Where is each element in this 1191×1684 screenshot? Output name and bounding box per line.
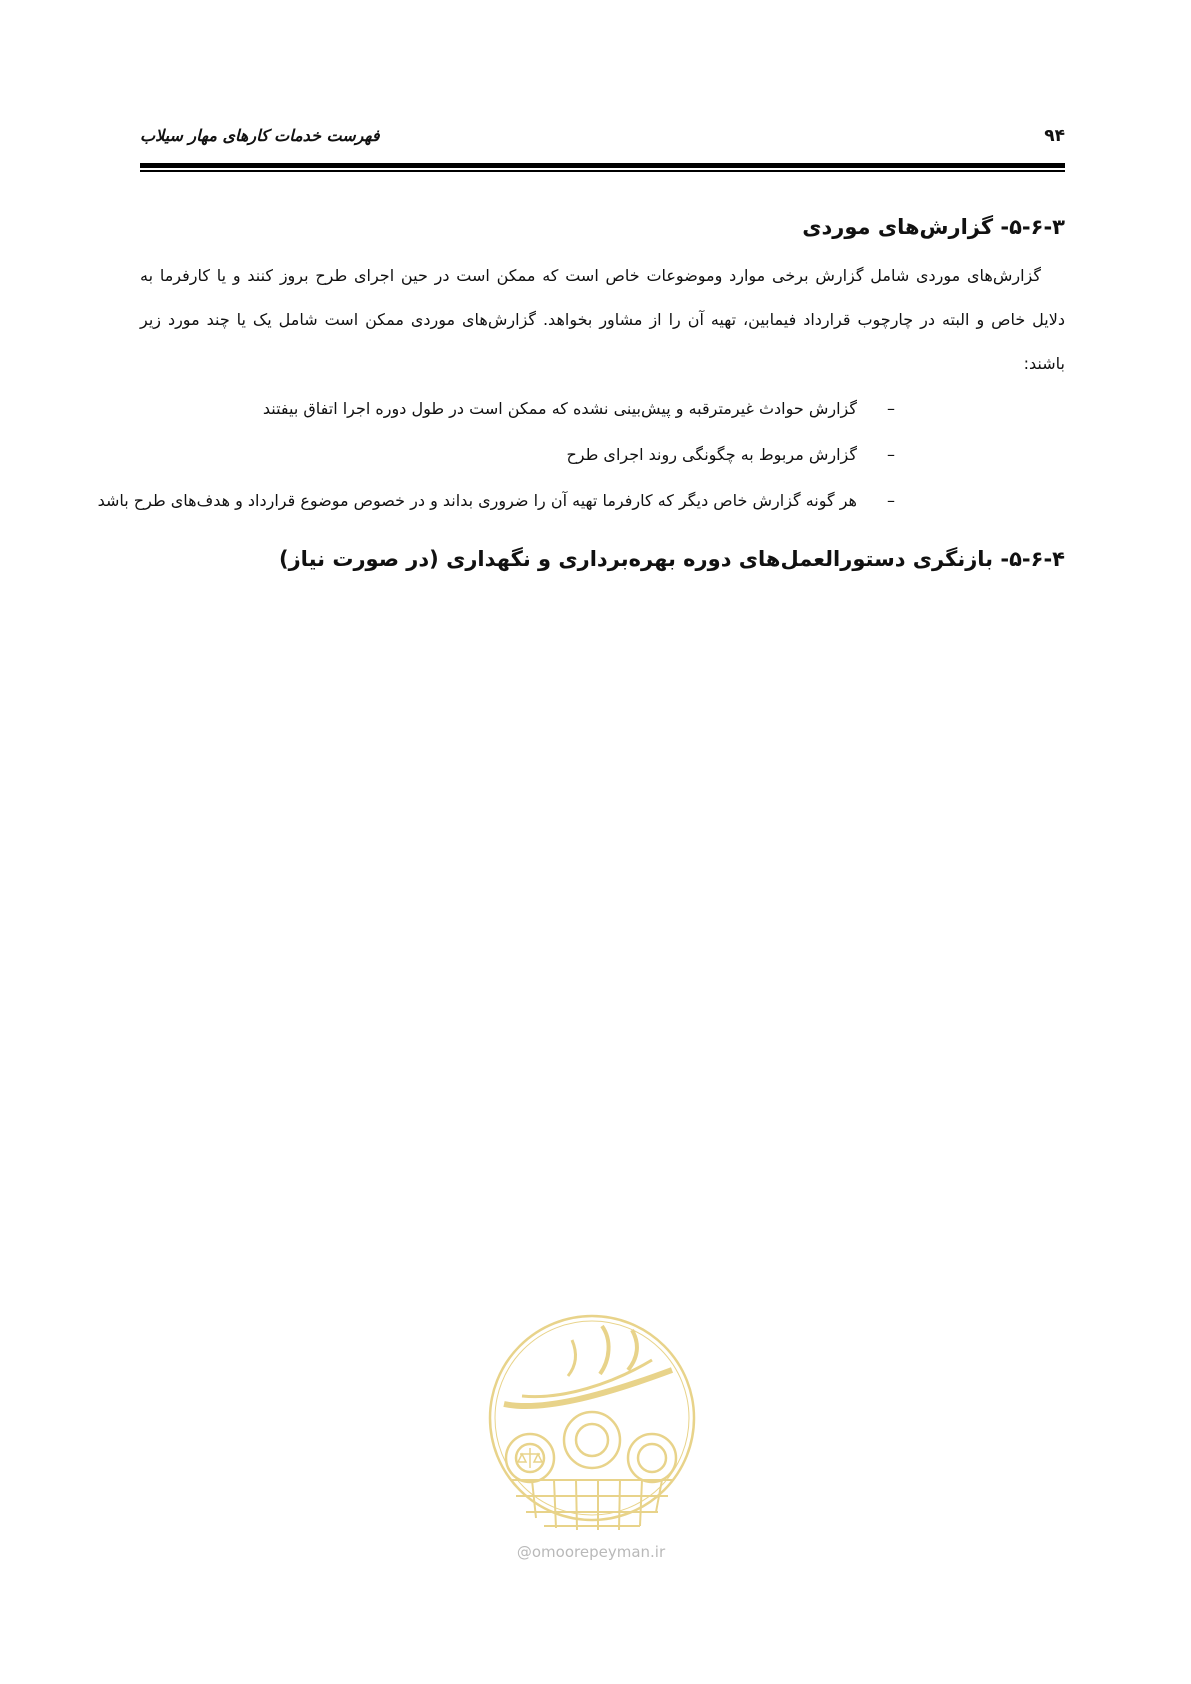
list-item-text: هر گونه گزارش خاص دیگر که کارفرما تهیه آن را ضروری بداند و در خصوص موضوع قرارداد و هدف‌های طرح باشد [97, 491, 857, 510]
running-header [140, 126, 1065, 156]
watermark-url: @omoorepeyman.ir [516, 1543, 666, 1561]
list-item-text: گزارش حوادث غیرمترقبه و پیش‌بینی نشده که ممکن است در طول دوره اجرا اتفاق بیفتند [262, 399, 857, 418]
section-paragraph: گزارش‌های موردی شامل گزارش برخی موارد وموضوعات خاص است که ممکن است در حین اجرای طرح بروز کنند و یا کارفرما به دلایل خاص و البته در چارچوب قرارداد فیمابین، تهیه آن را از مشاور بخواهد. گزارش‌های موردی ممکن است شامل یک یا چند مورد زیر باشند: [140, 266, 1065, 373]
watermark-logo-icon [482, 1300, 702, 1550]
bullet-dash: – [887, 491, 895, 510]
list-item-text: گزارش مربوط به چگونگی روند اجرای طرح [566, 445, 857, 464]
bullet-dash: – [887, 399, 895, 418]
main-content [97, 210, 1065, 576]
header-rule-thin [140, 170, 1065, 172]
section-heading-5-6-3: ۵-۶-۳- گزارش‌های موردی [802, 215, 1065, 239]
page-number: ۹۴ [1044, 126, 1065, 146]
header-rule-thick [140, 163, 1065, 168]
list-item [140, 386, 1065, 432]
header-title: فهرست خدمات کارهای مهار سیلاب [140, 126, 380, 145]
list-item [140, 432, 1065, 478]
section-heading-5-6-4: ۵-۶-۴- بازنگری دستورالعمل‌های دوره بهره‌برداری و نگهداری (در صورت نیاز) [279, 547, 1065, 571]
bullet-list [97, 386, 1065, 524]
bullet-dash: – [887, 445, 895, 464]
list-item [97, 478, 1065, 524]
